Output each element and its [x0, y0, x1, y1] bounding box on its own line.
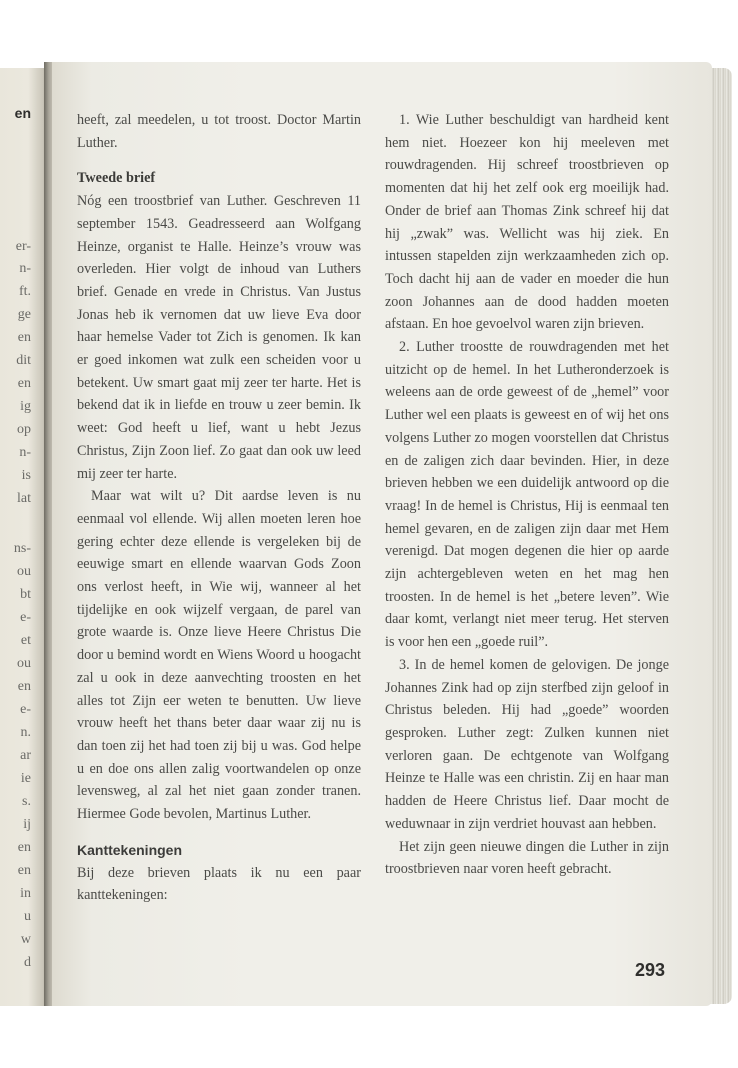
left-page-fragment: en — [17, 376, 31, 391]
left-page-fragment: ar — [20, 748, 31, 763]
right-page — [52, 62, 712, 1006]
left-page-fragment: ou — [17, 656, 31, 671]
section-heading-kanttekeningen: Kanttekeningen — [77, 841, 183, 858]
left-page-fragment: bt — [20, 587, 31, 602]
left-page-fragment: s. — [22, 794, 31, 809]
left-page-fragment: en — [17, 863, 31, 878]
left-page-fragment: ij — [23, 817, 31, 832]
left-page-fragment: d — [24, 955, 31, 970]
left-page-fragment: e- — [20, 610, 31, 625]
left-page-fragment: ig — [20, 399, 31, 414]
left-page-edge — [0, 68, 47, 1006]
right-text-column — [385, 109, 669, 881]
left-page-fragment: ou — [17, 564, 31, 579]
left-page-fragment: dit — [16, 353, 31, 368]
paragraph-point-3: 3. In de hemel komen de gelovigen. De jonge Johannes Zink had op zijn sterfbed zijn geloof in Christus beleden. Hij had „goede” woorden gesproken. Luther zegt: Zulken kunnen niet verloren gaan. De echtgenote van Wolfgang Heinze te Halle was een christin. Zij en haar man hadden de Heere Christus lief. Daar mocht de weduwnaar in zijn verdriet houvast aan hebben. — [385, 656, 669, 832]
left-page-fragment: et — [20, 633, 31, 648]
left-page-fragment: ie — [20, 771, 31, 786]
left-page-fragment: u — [24, 909, 31, 924]
left-page-fragment: n- — [19, 445, 31, 460]
paragraph: Nóg een troostbrief van Luther. Geschreven 11 september 1543. Geadresseerd aan Wolfgang Heinze, organist te Halle. Heinze’s vrouw was overleden. Hier volgt de inhoud van Luthers brief. Genade en vrede in Christus. Van Justus Jonas heb ik vernomen dat uw lieve Eva door haar hemelse Vader tot Zich is genomen. Ik kan er goed inkomen wat zulk een scheiden voor u betekent. Uw smart gaat mij zeer ter harte. Het is bekend dat ik in liefde en trouw u zeer bemin. Ik weet: God heeft u lief, want u hebt Jezus Christus, Zijn Zoon lief. Zo gaat dan ook uw leed mij zeer ter harte. — [77, 193, 361, 482]
left-page-fragment: w — [20, 932, 31, 947]
left-page-fragment: ge — [17, 307, 31, 322]
left-page-fragment: n. — [20, 725, 31, 740]
left-page-fragment: is — [21, 468, 31, 483]
paragraph-point-2: 2. Luther troostte de rouwdragenden met het uitzicht op de hemel. In het Lutheronderzoek is weleens aan de orde geweest of de „hemel” voor Luther wel een plaats is geweest en of wij het ons volgens Luther zo mogen voorstellen dat Christus en de zaligen zich daar bevinden. Hier, in deze brieven hebben we een duidelijk antwoord op die vraag! In de hemel is Christus, Hij is eenmaal ten hemel gevaren, en de zaligen zijn daar met Hem verenigd. Dat mogen degenen die hier op aarde zijn achtergebleven weten en het mag hen troosten. In de hemel is het „betere leven”. Wie daar komt, verlangt niet meer terug. Het sterven is voor hen een „goede ruil”. — [385, 339, 669, 651]
left-page-fragment: en — [17, 840, 31, 855]
paragraph: Het zijn geen nieuwe dingen die Luther in zijn troostbrieven naar voren heeft gebracht. — [385, 838, 669, 878]
left-page-fragment: er- — [15, 239, 31, 254]
left-page-fragment: en — [17, 330, 31, 345]
left-page-fragment: ft. — [18, 284, 31, 299]
paragraph: Bij deze brieven plaats ik nu een paar kanttekeningen: — [77, 864, 361, 904]
left-page-fragment: en — [14, 105, 31, 121]
paragraph-point-1: 1. Wie Luther beschuldigt van hardheid kent hem niet. Hoezeer kon hij meeleven met rouwdragenden. Hij schreef troostbrieven op momenten dat hij het zelf ook erg moeilijk had. Onder de brief aan Thomas Zink schreef hij dat hij „zwak” was. Wellicht was hij ziek. En intussen stapelden zijn werkzaamheden zich op. Toch dacht hij aan de vader en moeder die hun zoon Johannes aan de dood hadden moeten afstaan. En hoe gevoelvol waren zijn brieven. — [385, 112, 669, 333]
page-edges — [710, 68, 732, 1004]
book-spread — [0, 62, 738, 1006]
intro-paragraph: heeft, zal meedelen, u tot troost. Doctor Martin Luther. — [77, 112, 361, 151]
section-heading-tweede-brief: Tweede brief — [77, 170, 156, 187]
left-text-column — [77, 109, 361, 907]
page-number: 293 — [635, 960, 666, 980]
left-page-fragment: n- — [19, 261, 31, 276]
left-page-fragment: op — [17, 422, 31, 437]
left-page-fragment: en — [17, 679, 31, 694]
left-page-fragment: in — [20, 886, 31, 901]
left-page-fragment: lat — [17, 491, 31, 506]
left-page-fragment: ns- — [13, 541, 31, 556]
left-page-fragment: e- — [20, 702, 31, 717]
paragraph: Maar wat wilt u? Dit aardse leven is nu eenmaal vol ellende. Wij allen moeten leren hoe gering echter deze ellende is vergeleken bij de eeuwige smart en ellende waarvan Gods Zoon ons verlost heeft, in Wie wij, wanneer al het tijdelijke en ook wijzelf vergaan, de parel van grote waarde is. Onze lieve Heere Christus Die door u bemind wordt en Wiens Woord u hoogacht zal u ook in deze aanvechting troosten en het alles tot Zijn eer weten te benutten. Uw lieve vrouw heeft het thans beter daar waar zij nu is dan toen zij het had toen zij bij u was. God helpe u en doe ons allen zalig voortwandelen op onze levensweg, al zal het niet gaan zonder tranen. Hiermee Gode bevolen, Martinus Luther. — [77, 488, 361, 823]
